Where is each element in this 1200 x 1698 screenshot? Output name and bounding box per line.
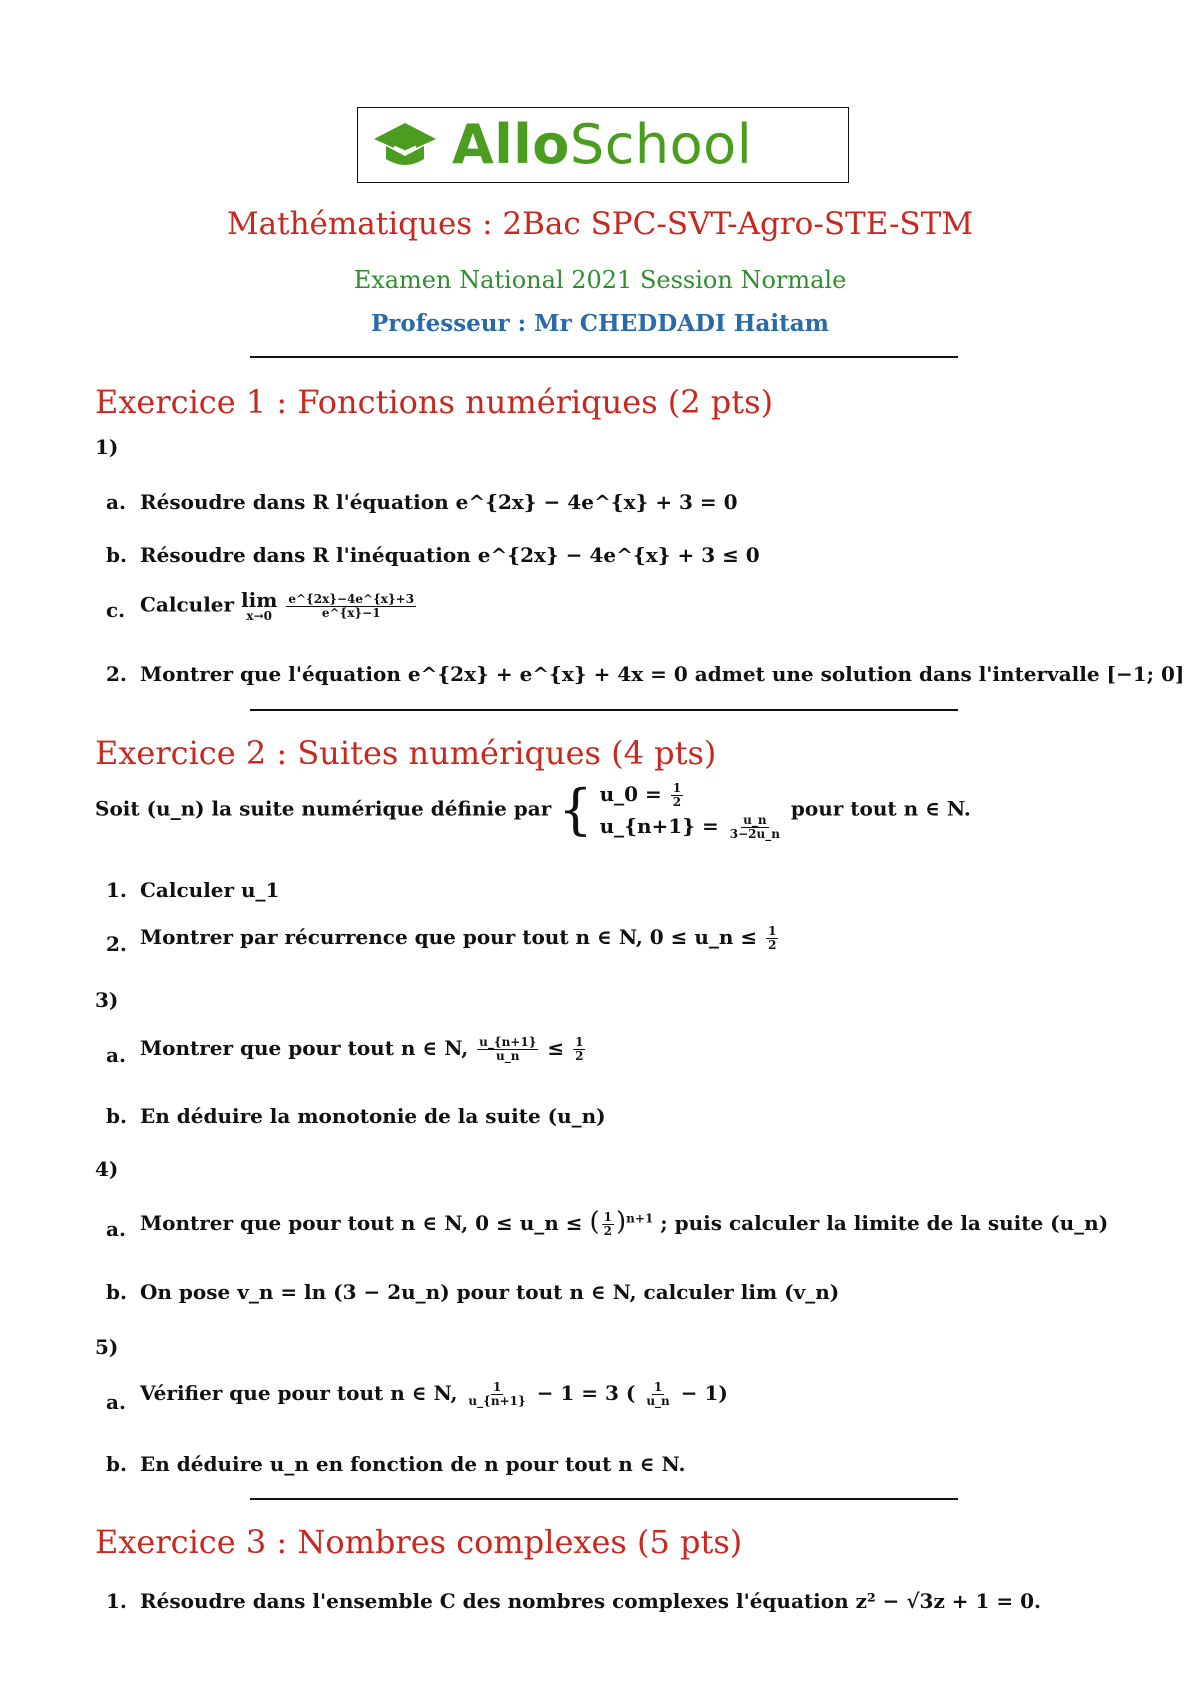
limit-fraction	[286, 593, 416, 619]
logo-text-allo: Allo	[452, 113, 570, 176]
item-a-marker: a.	[106, 490, 126, 514]
ex1-question-2: Montrer que l'équation e^{2x} + e^{x} + 4x = 0 admet une solution dans l'intervalle [−1; 0]	[140, 662, 1185, 686]
fraction-denominator: e^{x}−1	[321, 605, 381, 620]
initial-term	[600, 778, 784, 810]
fraction-numerator: u_{n+1}	[479, 1035, 537, 1050]
definition-prefix: Soit (u_n) la suite numérique définie par	[95, 796, 552, 821]
part-3-marker: 3)	[95, 988, 119, 1012]
part-1-marker: 1)	[95, 435, 119, 459]
ex2-question-3b: En déduire la monotonie de la suite (u_n)	[140, 1104, 606, 1128]
fraction-numerator: 1	[653, 1380, 663, 1395]
limit-operator	[241, 590, 277, 622]
ex2-question-5a	[140, 1381, 728, 1408]
item-1-marker: 1.	[106, 878, 127, 902]
ex1-question-b: Résoudre dans R l'inéquation e^{2x} − 4e^{x} + 3 ≤ 0	[140, 543, 760, 567]
exponent: n+1	[626, 1211, 654, 1226]
inverse-fraction	[644, 1381, 671, 1407]
ex1-question-c	[140, 590, 418, 622]
item-c-marker: c.	[106, 598, 126, 622]
fraction-denominator: 2	[768, 938, 777, 952]
question-text: Montrer que pour tout n ∈ N, 0 ≤ u_n ≤	[140, 1211, 583, 1235]
part-4-marker: 4)	[95, 1157, 119, 1181]
un1-left: u_{n+1} =	[599, 814, 719, 838]
fraction-numerator: 1	[603, 1210, 613, 1225]
ex2-question-2	[140, 925, 780, 952]
ex1-question-a: Résoudre dans R l'équation e^{2x} − 4e^{x} + 3 = 0	[140, 490, 738, 514]
recurrence-system	[600, 778, 784, 842]
exam-session: Examen National 2021 Session Normale	[353, 266, 847, 294]
item-b-marker: b.	[106, 1452, 127, 1476]
item-2-marker: 2.	[106, 932, 127, 956]
professor-name: Professeur : Mr CHEDDADI Haitam	[371, 310, 829, 337]
fraction-denominator: u_n	[496, 1049, 520, 1063]
item-2-marker: 2.	[106, 662, 127, 686]
limit-subscript: x→0	[246, 609, 272, 623]
logo-text	[452, 113, 753, 176]
question-text: Vérifier que pour tout n ∈ N,	[140, 1381, 458, 1405]
document-title: Mathématiques : 2Bac SPC-SVT-Agro-STE-STM	[226, 206, 974, 242]
ex2-sequence-definition	[95, 778, 971, 842]
ex2-question-4b: On pose v_n = ln (3 − 2u_n) pour tout n ∈ N, calculer lim (v_n)	[140, 1280, 840, 1304]
un1-fraction	[728, 814, 782, 840]
equation-middle: − 1 = 3 (	[536, 1381, 636, 1405]
fraction-numerator: 1	[492, 1380, 502, 1395]
half-fraction	[766, 925, 778, 951]
half-fraction	[602, 1211, 614, 1237]
inverse-fraction	[466, 1381, 527, 1407]
item-a-marker: a.	[106, 1217, 126, 1241]
ex3-question-1: Résoudre dans l'ensemble C des nombres complexes l'équation z² − √3z + 1 = 0.	[140, 1589, 1041, 1613]
ratio-fraction	[477, 1036, 538, 1062]
fraction-denominator: 2	[603, 1224, 613, 1238]
fraction-numerator: 1	[575, 1035, 584, 1050]
ex2-question-1: Calculer u_1	[140, 878, 280, 902]
part-5-marker: 5)	[95, 1335, 119, 1359]
half-fraction	[573, 1036, 585, 1062]
logo-text-school: School	[569, 113, 753, 176]
ex2-question-4a: Montrer que pour tout n ∈ N, 0 ≤ u_n ≤ ( $\frac{1}{2}$ )$^{n+1}$ ; puis calculer la limite de la suite (u_n)	[140, 1207, 1109, 1238]
fraction-denominator: u_n	[646, 1394, 670, 1408]
exercise-2-title: Exercice 2 : Suites numériques (4 pts)	[95, 734, 717, 772]
ex2-question-5b: En déduire u_n en fonction de n pour tout n ∈ N.	[140, 1452, 686, 1476]
question-suffix: ; puis calculer la limite de la suite (u_n)	[660, 1211, 1109, 1235]
equation-end: − 1)	[680, 1381, 728, 1405]
u0-left: u_0 =	[599, 782, 662, 806]
recurrence-term	[600, 810, 784, 842]
fraction-numerator: u_n	[743, 813, 767, 828]
ex1-c-prefix: Calculer	[140, 592, 235, 617]
exercise-3-title: Exercice 3 : Nombres complexes (5 pts)	[95, 1523, 743, 1561]
divider	[250, 1498, 958, 1500]
item-a-marker: a.	[106, 1390, 126, 1414]
item-a-marker: a.	[106, 1043, 126, 1067]
system-brace: {	[558, 778, 593, 841]
fraction-denominator: 2	[575, 1049, 584, 1063]
divider	[250, 709, 958, 711]
question-text: Montrer que pour tout n ∈ N,	[140, 1036, 469, 1060]
exercise-1-title: Exercice 1 : Fonctions numériques (2 pts)	[95, 383, 774, 421]
item-b-marker: b.	[106, 543, 127, 567]
fraction-denominator: u_{n+1}	[468, 1394, 526, 1408]
alloschool-logo	[357, 107, 849, 183]
u0-fraction	[671, 782, 683, 808]
graduation-cap-icon	[372, 119, 438, 171]
fraction-numerator: 1	[768, 924, 777, 939]
item-b-marker: b.	[106, 1280, 127, 1304]
item-b-marker: b.	[106, 1104, 127, 1128]
fraction-numerator: 1	[672, 781, 682, 796]
ex2-question-3a	[140, 1036, 587, 1063]
question-text: Montrer par récurrence que pour tout n ∈ N, 0 ≤ u_n ≤	[140, 925, 758, 949]
fraction-denominator: 2	[672, 795, 682, 809]
definition-suffix: pour tout n ∈ N.	[790, 796, 971, 821]
limit-word: lim	[241, 588, 278, 612]
fraction-denominator: 3−2u_n	[729, 827, 780, 841]
fraction-numerator: e^{2x}−4e^{x}+3	[288, 591, 415, 606]
inequality-sign: ≤	[547, 1036, 565, 1060]
item-1-marker: 1.	[106, 1589, 127, 1613]
divider	[250, 356, 958, 358]
